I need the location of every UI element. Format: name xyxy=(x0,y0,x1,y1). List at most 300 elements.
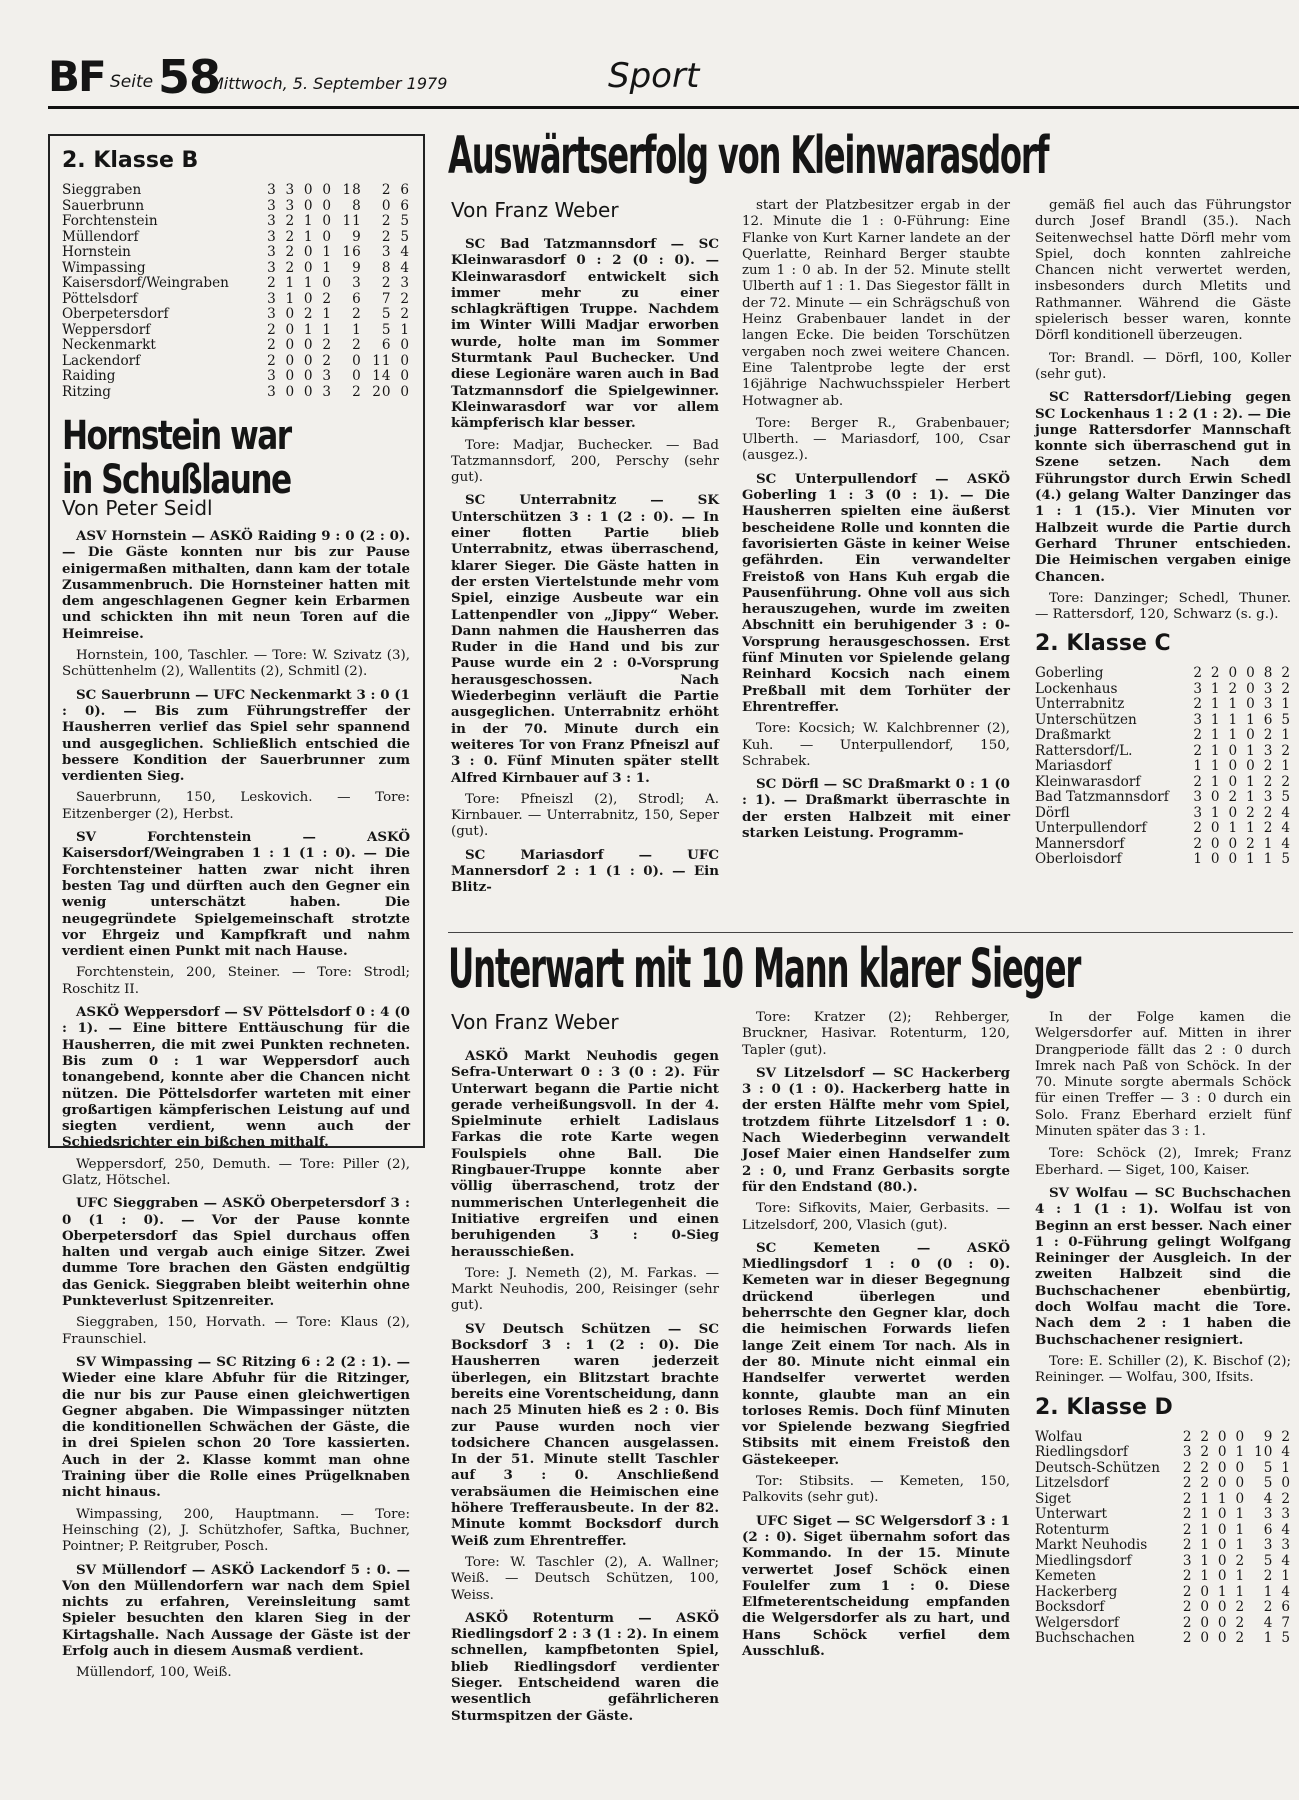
standings-row xyxy=(62,307,410,323)
stat-cell: 16 xyxy=(342,244,362,260)
team-name: Dörfl xyxy=(1035,804,1070,821)
stat-cell: 1 xyxy=(1210,773,1221,790)
stat-cell: 1 xyxy=(303,228,314,245)
article-paragraph: SV Müllendorf — ASKÖ Lackendorf 5 : 0. — Von den Müllendorfern war nach dem Spiel nichts zu erfahren, Vereinsleitung samt Spieler besuchten den klaren Sieg in der Kirtagshalle. Nach Aussage der Gäste ist der Erfolg auch in diesem Ausmaß verdient. xyxy=(62,1561,410,1659)
stat-cell: 1 xyxy=(285,275,296,291)
team-name: Riedlingsdorf xyxy=(1035,1444,1128,1461)
stat-cell: 3 xyxy=(322,368,332,384)
stat-cell: 2 xyxy=(1200,1459,1211,1476)
stat-cell: 4 xyxy=(1263,1614,1274,1631)
stat-cell: 3 xyxy=(1263,789,1274,806)
team-name: Litzelsdorf xyxy=(1035,1475,1109,1492)
stat-cell: 0 xyxy=(1235,1459,1246,1476)
standings-row xyxy=(62,199,410,215)
stat-cell: 2 xyxy=(285,259,296,276)
stat-cell: 0 xyxy=(1228,851,1239,868)
stat-cell: 3 xyxy=(1182,1444,1193,1461)
stat-cell: 0 xyxy=(285,306,296,322)
table-c-title: 2. Klasse C xyxy=(1035,631,1171,657)
team-name: Wolfau xyxy=(1035,1428,1083,1445)
stat-cell: 0 xyxy=(1200,1583,1211,1600)
stat-cell: 2 xyxy=(381,228,392,245)
article-paragraph: Tore: Pfneiszl (2), Strodl; A. Kirnbauer. — Unterrabnitz, 150, Seper (gut). xyxy=(451,791,719,840)
stat-cell: 0 xyxy=(1246,680,1256,697)
stat-cell: 2 xyxy=(1182,1490,1193,1507)
stat-cell: 1 xyxy=(1210,696,1221,713)
stat-cell: 4 xyxy=(1281,1444,1291,1461)
stat-cell: 10 xyxy=(1254,1444,1274,1461)
standings-row xyxy=(1035,1476,1291,1492)
stat-cell: 1 xyxy=(1210,758,1221,775)
stat-cell: 1 xyxy=(1200,1537,1211,1554)
stat-cell: 2 xyxy=(1182,1630,1193,1647)
stat-cell: 1 xyxy=(1263,1630,1274,1647)
article-paragraph: Tor: Brandl. — Dörfl, 100, Koller (sehr gut). xyxy=(1035,350,1291,382)
stat-cell: 1 xyxy=(1235,1568,1246,1585)
stat-cell: 1 xyxy=(1263,1583,1274,1600)
stat-cell: 0 xyxy=(322,228,332,245)
stat-cell: 4 xyxy=(1263,1490,1274,1507)
article-paragraph: SC Unterrabnitz — SK Unterschützen 3 : 1 (2 : 0). — In einer flotten Partie blieb Unterrabnitz, etwas überraschend, klarer Sieger. Die Gäste hatten in der ersten Viertelstunde mehr vom Spiel, einzige Ausbeute war ein Lattenpendler von „Jippy“ Weber. Dann nahmen die Hausherren das Ruder in die Hand und bis zur Pause wurde ein 2 : 0-Vorsprung herausgeschossen. Nach Wiederbeginn verläuft die Partie ausgeglichen. Unterrabnitz erhöht in der 70. Minute durch ein weiteres Tor von Franz Pfneiszl auf 3 : 0. Fünf Minuten später stellt Alfred Kirnbauer auf 3 : 1. xyxy=(451,492,719,786)
stat-cell: 8 xyxy=(1263,665,1274,682)
stat-cell: 1 xyxy=(1193,851,1203,868)
stat-cell: 0 xyxy=(303,383,314,400)
stat-cell: 1 xyxy=(1228,711,1239,728)
stat-cell: 1 xyxy=(1246,773,1256,790)
stat-cell: 2 xyxy=(400,290,410,307)
team-name: Markt Neuhodis xyxy=(1035,1537,1148,1554)
standings-row xyxy=(1035,728,1291,744)
article-paragraph: SC Unterpullendorf — ASKÖ Goberling 1 : 3 (0 : 1). — Die Hausherren spielten eine äußerst bescheidene Rolle und konnten die favorisierten Gäste in keiner Weise gefährden. Ein verwandelter Freistoß von Hans Kuh ergab die Pausenführung. Ohne voll aus sich herauszugehen, wurde im zweiten Abschnitt ein beruhigender 3 : 0-Vorsprung herausgeschossen. Erst fünf Minuten vor Spielende gelang Reinhard Kocsich nach einem Preßball mit dem Torhüter der Ehrentreffer. xyxy=(742,470,1010,715)
stat-cell: 2 xyxy=(303,306,314,322)
stat-cell: 6 xyxy=(1263,711,1274,728)
stat-cell: 0 xyxy=(400,383,410,400)
article-paragraph: SV Deutsch Schützen — SC Bocksdorf 3 : 1 (2 : 0). Die Hausherren waren jederzeit überlegen, ein Blitzstart brachte bereits eine Vorentscheidung, dann nach 25 Minuten hieß es 2 : 0. Bis zur Pause wurden noch vier todsichere Chancen ausgelassen. In der 51. Minute stellt Taschler auf 3 : 0. Anschließend verabsäumen die Heimischen eine höhere Trefferausbeute. In der 82. Minute kommt Bocksdorf durch Weiß zum Ehrentreffer. xyxy=(451,1320,719,1549)
standings-row xyxy=(1035,806,1291,822)
stat-cell: 0 xyxy=(1228,665,1239,682)
stat-cell: 0 xyxy=(1217,1506,1228,1523)
stat-cell: 0 xyxy=(1228,835,1239,852)
masthead-rule xyxy=(48,106,1299,109)
stat-cell: 0 xyxy=(1246,758,1256,775)
article2-byline: Von Franz Weber xyxy=(451,198,619,222)
stat-cell: 1 xyxy=(1210,742,1221,759)
stat-cell: 1 xyxy=(1228,727,1239,744)
stat-cell: 0 xyxy=(381,197,392,214)
article-paragraph: Wimpassing, 200, Hauptmann. — Tore: Heinsching (2), J. Schützhofer, Saftka, Buchner, Pointner; P. Reitgruber, Posch. xyxy=(62,1506,410,1555)
stat-cell: 5 xyxy=(1263,1552,1274,1569)
stat-cell: 0 xyxy=(322,197,332,214)
standings-row xyxy=(1035,790,1291,806)
stat-cell: 3 xyxy=(1193,804,1203,821)
stat-cell: 1 xyxy=(1200,1552,1211,1569)
stat-cell: 2 xyxy=(1182,1614,1193,1631)
stat-cell: 0 xyxy=(1217,1614,1228,1631)
stat-cell: 3 xyxy=(267,383,277,400)
standings-row xyxy=(62,385,410,401)
standings-row xyxy=(1035,1538,1291,1554)
stat-cell: 9 xyxy=(352,259,362,276)
stat-cell: 2 xyxy=(267,352,277,369)
stat-cell: 3 xyxy=(1263,1506,1274,1523)
stat-cell: 2 xyxy=(1246,835,1256,852)
stat-cell: 2 xyxy=(1281,665,1291,682)
stat-cell: 0 xyxy=(1235,1490,1246,1507)
stat-cell: 0 xyxy=(1217,1599,1228,1616)
team-name: Lackendorf xyxy=(62,352,141,369)
stat-cell: 2 xyxy=(1182,1506,1193,1523)
stat-cell: 6 xyxy=(352,290,362,307)
standings-row xyxy=(1035,1600,1291,1616)
team-name: Oberloisdorf xyxy=(1035,851,1122,868)
stat-cell: 4 xyxy=(1281,835,1291,852)
stat-cell: 5 xyxy=(1281,851,1291,868)
stat-cell: 2 xyxy=(267,275,277,291)
stat-cell: 11 xyxy=(342,213,362,229)
stat-cell: 1 xyxy=(352,321,362,338)
stat-cell: 3 xyxy=(1193,789,1203,806)
stat-cell: 1 xyxy=(1281,1568,1291,1585)
team-name: Sieggraben xyxy=(62,182,142,198)
stat-cell: 1 xyxy=(1235,1583,1246,1600)
article-paragraph: Tore: Berger R., Grabenbauer; Ulberth. — Mariasdorf, 100, Csar (ausgez.). xyxy=(742,415,1010,464)
stat-cell: 0 xyxy=(303,259,314,276)
stat-cell: 1 xyxy=(303,321,314,338)
stat-cell: 8 xyxy=(381,259,392,276)
stat-cell: 1 xyxy=(1246,820,1256,837)
stat-cell: 2 xyxy=(1235,1599,1246,1616)
team-name: Sauerbrunn xyxy=(62,197,145,214)
stat-cell: 4 xyxy=(1281,1583,1291,1600)
stat-cell: 20 xyxy=(372,383,392,400)
article-paragraph: Tore: Schöck (2), Imrek; Franz Eberhard. — Siget, 100, Kaiser. xyxy=(1035,1146,1291,1178)
stat-cell: 2 xyxy=(1281,680,1291,697)
article-paragraph: Sieggraben, 150, Horvath. — Tore: Klaus (2), Fraunschiel. xyxy=(62,1315,410,1347)
left-column xyxy=(62,148,410,1688)
stat-cell: 1 xyxy=(1281,727,1291,744)
stat-cell: 1 xyxy=(1235,1537,1246,1554)
standings-table-b xyxy=(62,183,410,400)
team-name: Unterrabnitz xyxy=(1035,696,1125,713)
article3-column-3-text xyxy=(1035,1010,1291,1387)
stat-cell: 2 xyxy=(1263,1568,1274,1585)
stat-cell: 2 xyxy=(1235,1630,1246,1647)
stat-cell: 0 xyxy=(1200,1599,1211,1616)
article3-column-3 xyxy=(1035,1010,1291,1647)
stat-cell: 2 xyxy=(1200,1475,1211,1492)
stat-cell: 6 xyxy=(1263,1521,1274,1538)
stat-cell: 2 xyxy=(352,306,362,322)
team-name: Rattersdorf/L. xyxy=(1035,742,1133,759)
stat-cell: 3 xyxy=(1263,1537,1274,1554)
stat-cell: 2 xyxy=(352,383,362,400)
stat-cell: 2 xyxy=(322,352,332,369)
standings-row xyxy=(1035,1507,1291,1523)
team-name: Mannersdorf xyxy=(1035,835,1125,852)
stat-cell: 1 xyxy=(1246,789,1256,806)
team-name: Draßmarkt xyxy=(1035,727,1111,744)
article-paragraph: Tore: Sifkovits, Maier, Gerbasits. — Litzelsdorf, 200, Vlasich (gut). xyxy=(742,1201,1010,1233)
stat-cell: 6 xyxy=(400,197,410,214)
stat-cell: 3 xyxy=(1281,1506,1291,1523)
stat-cell: 2 xyxy=(1193,696,1203,713)
stat-cell: 0 xyxy=(1200,1630,1211,1647)
stat-cell: 1 xyxy=(322,244,332,260)
standings-row xyxy=(1035,1631,1291,1647)
standings-row xyxy=(1035,775,1291,791)
stat-cell: 0 xyxy=(322,275,332,291)
article3-byline: Von Franz Weber xyxy=(451,1010,619,1034)
stat-cell: 2 xyxy=(322,337,332,353)
standings-row xyxy=(1035,1445,1291,1461)
stat-cell: 0 xyxy=(1246,665,1256,682)
masthead xyxy=(48,50,1299,110)
stat-cell: 1 xyxy=(1210,804,1221,821)
stat-cell: 1 xyxy=(1210,727,1221,744)
stat-cell: 0 xyxy=(285,368,296,384)
stat-cell: 1 xyxy=(1228,820,1239,837)
stat-cell: 5 xyxy=(400,213,410,229)
stat-cell: 1 xyxy=(322,306,332,322)
stat-cell: 2 xyxy=(1235,1614,1246,1631)
section-divider xyxy=(448,932,1293,933)
standings-row xyxy=(1035,697,1291,713)
stat-cell: 0 xyxy=(1217,1630,1228,1647)
standings-row xyxy=(62,338,410,354)
table-b-title: 2. Klasse B xyxy=(62,148,199,173)
stat-cell: 0 xyxy=(400,352,410,369)
team-name: Welgersdorf xyxy=(1035,1614,1119,1631)
stat-cell: 0 xyxy=(1217,1475,1228,1492)
team-name: Oberpetersdorf xyxy=(62,306,169,322)
stat-cell: 1 xyxy=(1246,742,1256,759)
stat-cell: 4 xyxy=(1281,1521,1291,1538)
stat-cell: 2 xyxy=(1182,1521,1193,1538)
standings-row xyxy=(1035,744,1291,760)
article2-column-3-text xyxy=(1035,198,1291,623)
stat-cell: 0 xyxy=(1235,1428,1246,1445)
team-name: Hornstein xyxy=(62,244,131,260)
standings-row xyxy=(1035,759,1291,775)
stat-cell: 1 xyxy=(303,275,314,291)
stat-cell: 2 xyxy=(285,228,296,245)
standings-row xyxy=(1035,666,1291,682)
article-paragraph: SV Wolfau — SC Buchschachen 4 : 1 (1 : 1). Wolfau ist von Beginn an erst besser. Nach einer 1 : 0-Führung gelingt Wolfgang Reininger der Ausgleich. In der zweiten Halbzeit sind die Buchschachener ebenbürtig, doch Wolfau macht die Tore. Nach dem 2 : 1 haben die Buchschachener resigniert. xyxy=(1035,1184,1291,1348)
article-paragraph: ASKÖ Markt Neuhodis gegen Sefra-Unterwart 0 : 3 (0 : 2). Für Unterwart begann die Partie nicht gerade verheißungsvoll. In der 4. Spielminute erhielt Ladislaus Farkas die rote Karte wegen Foulspiels ohne Ball. Die Ringbauer-Truppe konnte aber völlig überraschend, trotz der nummerischen Unterlegenheit die Initiative ergreifen und einen beruhigenden 3 : 0-Sieg herausschießen. xyxy=(451,1048,719,1260)
article-paragraph: Tore: Kocsich; W. Kalchbrenner (2), Kuh. — Unterpullendorf, 150, Schrabek. xyxy=(742,721,1010,769)
article-paragraph: ASKÖ Weppersdorf — SV Pöttelsdorf 0 : 4 (0 : 1). — Eine bittere Enttäuschung für die Hausherren, die mit zwei Punkten rechneten. Bis zum 0 : 1 war Weppersdorf auch tonangebend, konnte aber die Chancen nicht nützen. Die Pöttelsdorfer warteten mit einer großartigen kämpferischen Leistung auf und siegten verdient, wenn auch der Schiedsrichter ein bißchen mithalf. xyxy=(62,1004,410,1151)
headline-line: Hornstein war xyxy=(62,413,291,459)
stat-cell: 0 xyxy=(285,321,296,338)
stat-cell: 2 xyxy=(1193,727,1203,744)
article-paragraph: Tore: W. Taschler (2), A. Wallner; Weiß. — Deutsch Schützen, 100, Weiss. xyxy=(451,1554,719,1603)
article-paragraph: Tore: Kratzer (2); Rehberger, Bruckner, Hasivar. Rotenturm, 120, Tapler (gut). xyxy=(742,1010,1010,1058)
article-paragraph: SC Bad Tatzmannsdorf — SC Kleinwarasdorf 0 : 2 (0 : 0). — Kleinwarasdorf entwickelt sich immer mehr zu einer schlagkräftigen Truppe. Nachdem im Winter Willi Madjar erworben wurde, holte man im Sommer Sturmtank Paul Buchecker. Und diese Legionäre waren auch in Bad Tatzmannsdorf die Spielgewinner. Kleinwarasdorf war vor allem kämpferisch klar besser. xyxy=(451,236,719,432)
stat-cell: 2 xyxy=(1193,820,1203,837)
stat-cell: 2 xyxy=(322,290,332,307)
stat-cell: 0 xyxy=(303,337,314,353)
stat-cell: 0 xyxy=(1228,804,1239,821)
stat-cell: 2 xyxy=(1246,804,1256,821)
stat-cell: 0 xyxy=(1217,1537,1228,1554)
team-name: Hackerberg xyxy=(1035,1583,1118,1600)
standings-row xyxy=(1035,852,1291,868)
table-d-title: 2. Klasse D xyxy=(1035,1394,1173,1420)
stat-cell: 7 xyxy=(381,290,392,307)
article-paragraph: Tore: Madjar, Buchecker. — Bad Tatzmannsdorf, 200, Perschy (sehr gut). xyxy=(451,437,719,486)
article3-headline: Unterwart mit 10 Mann klarer Sieger xyxy=(448,937,1081,1000)
stat-cell: 5 xyxy=(400,228,410,245)
stat-cell: 0 xyxy=(352,368,362,384)
article3-column-1 xyxy=(451,1048,719,1730)
team-name: Unterschützen xyxy=(1035,711,1137,728)
stat-cell: 2 xyxy=(1281,1490,1291,1507)
stat-cell: 0 xyxy=(1228,773,1239,790)
stat-cell: 0 xyxy=(1217,1568,1228,1585)
page-number: 58 xyxy=(158,50,221,104)
stat-cell: 1 xyxy=(1246,711,1256,728)
stat-cell: 1 xyxy=(1210,711,1221,728)
team-name: Goberling xyxy=(1035,665,1104,682)
stat-cell: 2 xyxy=(1281,773,1291,790)
standings-row xyxy=(62,323,410,339)
issue-date: Mittwoch, 5. September 1979 xyxy=(210,74,448,93)
stat-cell: 1 xyxy=(322,321,332,338)
article2-column-2 xyxy=(742,198,1010,847)
article1-headline xyxy=(62,414,405,502)
team-name: Unterwart xyxy=(1035,1506,1107,1523)
stat-cell: 3 xyxy=(267,213,277,229)
stat-cell: 2 xyxy=(1182,1537,1193,1554)
stat-cell: 2 xyxy=(1182,1568,1193,1585)
stat-cell: 7 xyxy=(1281,1614,1291,1631)
stat-cell: 3 xyxy=(400,275,410,291)
stat-cell: 3 xyxy=(1263,696,1274,713)
stat-cell: 1 xyxy=(1281,696,1291,713)
stat-cell: 3 xyxy=(267,182,277,198)
stat-cell: 0 xyxy=(322,213,332,229)
stat-cell: 5 xyxy=(1281,1630,1291,1647)
article-paragraph: Tor: Stibsits. — Kemeten, 150, Palkovits (sehr gut). xyxy=(742,1474,1010,1506)
stat-cell: 3 xyxy=(381,244,392,260)
stat-cell: 4 xyxy=(400,244,410,260)
article-paragraph: SC Rattersdorf/Liebing gegen SC Lockenhaus 1 : 2 (1 : 2). — Die junge Rattersdorfer Mannschaft konnte sich überraschend gut in Szene setzen. Nach dem Führungstor durch Erwin Schedl (4.) gelang Walter Danzinger das 1 : 1 (15.). Vier Minuten vor Halbzeit wurde die Partie durch Gerhard Thruner entschieden. Die Heimischen vergaben einige Chancen. xyxy=(1035,389,1291,585)
stat-cell: 1 xyxy=(1235,1506,1246,1523)
stat-cell: 0 xyxy=(1210,835,1221,852)
stat-cell: 3 xyxy=(285,182,296,198)
stat-cell: 1 xyxy=(1263,851,1274,868)
article-paragraph: SV Forchtenstein — ASKÖ Kaisersdorf/Weingraben 1 : 1 (1 : 0). — Die Forchtensteiner hatten zwar nicht ihren besten Tag und dürften auch den Gegner ein wenig unterschätzt haben. Die neugegründete Spielgemeinschaft strotzte vor Ehrgeiz und Kampfkraft und nahm verdient einen Punkt mit nach Hause. xyxy=(62,829,410,960)
stat-cell: 4 xyxy=(400,259,410,276)
stat-cell: 2 xyxy=(1200,1444,1211,1461)
stat-cell: 0 xyxy=(303,244,314,260)
team-name: Müllendorf xyxy=(62,228,139,245)
team-name: Kemeten xyxy=(1035,1568,1097,1585)
stat-cell: 11 xyxy=(372,352,392,369)
stat-cell: 1 xyxy=(322,259,332,276)
team-name: Lockenhaus xyxy=(1035,680,1118,697)
stat-cell: 0 xyxy=(1217,1459,1228,1476)
stat-cell: 8 xyxy=(352,197,362,214)
article-paragraph: SC Dörfl — SC Draßmarkt 0 : 1 (0 : 1). — Draßmarkt überraschte in der ersten Halbzeit mit einer starken Leistung. Programm- xyxy=(742,776,1010,841)
stat-cell: 0 xyxy=(1200,1614,1211,1631)
stat-cell: 5 xyxy=(381,306,392,322)
stat-cell: 2 xyxy=(1182,1475,1193,1492)
stat-cell: 0 xyxy=(1217,1444,1228,1461)
standings-row xyxy=(1035,1569,1291,1585)
stat-cell: 2 xyxy=(267,321,277,338)
standings-row xyxy=(1035,837,1291,853)
stat-cell: 0 xyxy=(1217,1428,1228,1445)
article3-column-2 xyxy=(742,1010,1010,1665)
stat-cell: 2 xyxy=(381,213,392,229)
stat-cell: 0 xyxy=(1235,1475,1246,1492)
stat-cell: 1 xyxy=(1200,1568,1211,1585)
article-paragraph: Forchtenstein, 200, Steiner. — Tore: Strodl; Roschitz II. xyxy=(62,965,410,997)
stat-cell: 4 xyxy=(1281,1552,1291,1569)
stat-cell: 2 xyxy=(1210,665,1221,682)
article-paragraph: SV Wimpassing — SC Ritzing 6 : 2 (2 : 1). — Wieder eine klare Abfuhr für die Ritzinger, die nur bis zur Pause einen gleichwertigen Gegner abgaben. Die Wimpassinger nützten die konditionellen Schwächen der Gäste, die in drei Spielen schon 20 Tore kassierten. Auch in der 2. Klasse kommt man ohne Training über die Rolle eines Prügelknaben nicht hinaus. xyxy=(62,1353,410,1501)
stat-cell: 0 xyxy=(303,352,314,369)
standings-row xyxy=(1035,713,1291,729)
team-name: Unterpullendorf xyxy=(1035,820,1147,837)
article-paragraph: ASKÖ Rotenturm — ASKÖ Riedlingsdorf 2 : 3 (1 : 2). In einem schnellen, kampfbetonten Spiel, blieb Riedlingsdorf verdienter Sieger. Entscheidend waren die wesentlich gefährlicheren Sturmspitzen der Gäste. xyxy=(451,1609,719,1724)
standings-row xyxy=(1035,1523,1291,1539)
stat-cell: 5 xyxy=(381,321,392,338)
standings-row xyxy=(1035,1461,1291,1477)
stat-cell: 5 xyxy=(1263,1459,1274,1476)
stat-cell: 0 xyxy=(303,290,314,307)
stat-cell: 2 xyxy=(400,306,410,322)
standings-row xyxy=(1035,1616,1291,1632)
stat-cell: 3 xyxy=(267,244,277,260)
stat-cell: 1 xyxy=(303,213,314,229)
stat-cell: 2 xyxy=(381,182,392,198)
stat-cell: 0 xyxy=(303,197,314,214)
stat-cell: 2 xyxy=(1193,665,1203,682)
stat-cell: 2 xyxy=(1281,742,1291,759)
standings-row xyxy=(62,261,410,277)
stat-cell: 2 xyxy=(1182,1428,1193,1445)
stat-cell: 1 xyxy=(1281,758,1291,775)
standings-row xyxy=(62,354,410,370)
stat-cell: 3 xyxy=(322,383,332,400)
stat-cell: 2 xyxy=(1182,1599,1193,1616)
headline-line: in Schußlaune xyxy=(62,457,291,503)
stat-cell: 2 xyxy=(1263,727,1274,744)
team-name: Mariasdorf xyxy=(1035,758,1112,775)
stat-cell: 3 xyxy=(267,228,277,245)
article-paragraph: SC Mariasdorf — UFC Mannersdorf 2 : 1 (1 : 0). — Ein Blitz- xyxy=(451,846,719,896)
stat-cell: 3 xyxy=(1193,711,1203,728)
stat-cell: 2 xyxy=(1263,820,1274,837)
stat-cell: 1 xyxy=(1200,1506,1211,1523)
stat-cell: 6 xyxy=(400,182,410,198)
stat-cell: 2 xyxy=(352,337,362,353)
stat-cell: 3 xyxy=(267,306,277,322)
paper-logo: BF xyxy=(48,52,105,101)
standings-row xyxy=(62,230,410,246)
team-name: Bad Tatzmannsdorf xyxy=(1035,789,1169,806)
stat-cell: 0 xyxy=(1246,696,1256,713)
stat-cell: 1 xyxy=(1281,1459,1291,1476)
stat-cell: 3 xyxy=(1182,1552,1193,1569)
stat-cell: 0 xyxy=(1228,758,1239,775)
stat-cell: 2 xyxy=(285,213,296,229)
stat-cell: 2 xyxy=(1182,1583,1193,1600)
stat-cell: 1 xyxy=(1193,758,1203,775)
stat-cell: 2 xyxy=(1193,773,1203,790)
